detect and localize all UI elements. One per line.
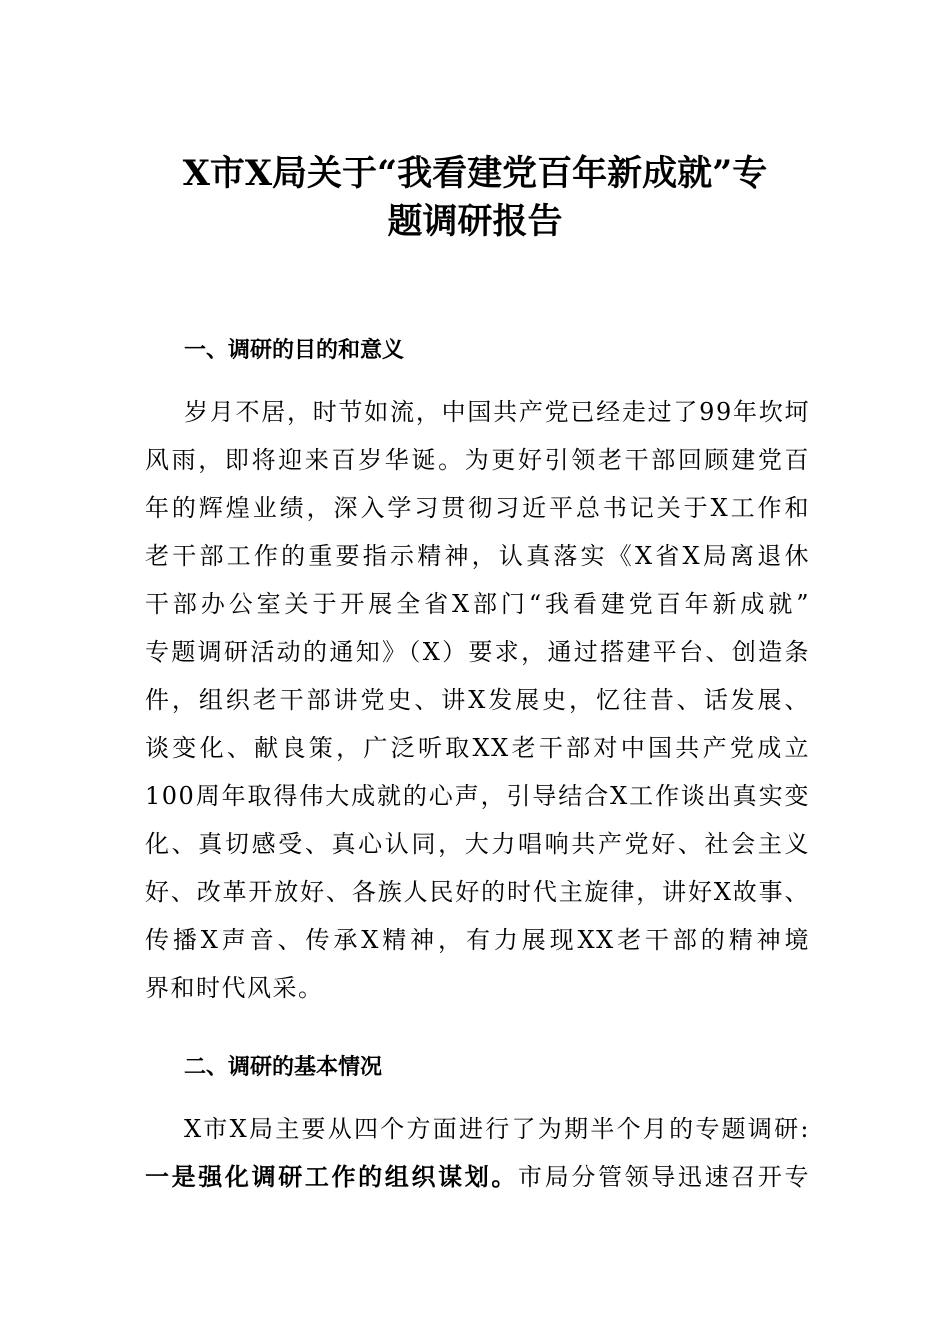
paragraph-line: 老干部工作的重要指示精神，认真落实《X省X局离退休	[145, 542, 810, 570]
paragraph-line: 化、真切感受、真心认同，大力唱响共产党好、社会主义	[145, 830, 810, 858]
document-title-line-1: X市X局关于“我看建党百年新成就”专	[182, 153, 768, 194]
paragraph-line: 好、改革开放好、各族人民好的时代主旋律，讲好X故事、	[145, 878, 810, 906]
paragraph-line	[145, 1161, 810, 1193]
paragraph-line: 专题调研活动的通知》（X）要求，通过搭建平台、创造条	[145, 638, 810, 666]
paragraph-line: 岁月不居，时节如流，中国共产党已经走过了99年坎坷	[184, 398, 810, 426]
section-heading-basic-situation: 二、调研的基本情况	[184, 1055, 383, 1080]
paragraph-text: 市局分管领导迅速召开专	[518, 1163, 811, 1191]
paragraph-line: X市X局主要从四个方面进行了为期半个月的专题调研:	[184, 1115, 810, 1143]
paragraph-line: 干部办公室关于开展全省X部门“我看建党百年新成就”	[145, 590, 810, 618]
paragraph-line: 100周年取得伟大成就的心声，引导结合X工作谈出真实变	[145, 782, 810, 810]
paragraph-line: 谈变化、献良策，广泛听取XX老干部对中国共产党成立	[145, 734, 810, 762]
paragraph-line: 件，组织老干部讲党史、讲X发展史，忆往昔、话发展、	[145, 686, 810, 714]
paragraph-line: 年的辉煌业绩，深入学习贯彻习近平总书记关于X工作和	[145, 494, 810, 522]
section-heading-purpose: 一、调研的目的和意义	[184, 338, 405, 363]
bold-lead-phrase: 一是强化调研工作的组织谋划。	[145, 1162, 519, 1191]
paragraph-line: 传播X声音、传承X精神，有力展现XX老干部的精神境	[145, 926, 810, 954]
paragraph-line: 界和时代风采。	[145, 974, 324, 1002]
paragraph-line: 风雨，即将迎来百岁华诞。为更好引领老干部回顾建党百	[145, 446, 810, 474]
document-title-line-2: 题调研报告	[387, 201, 563, 242]
